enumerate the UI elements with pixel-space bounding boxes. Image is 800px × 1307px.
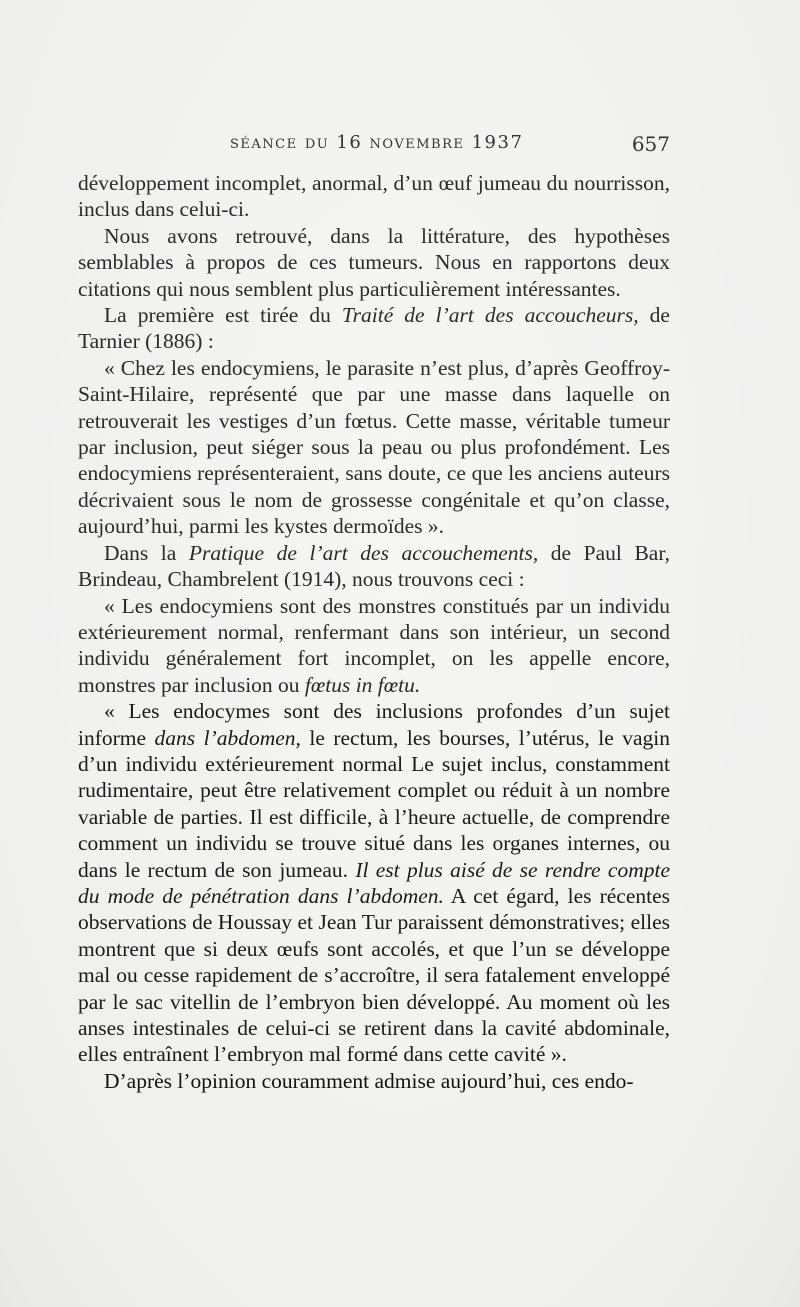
paragraph-5-text-b: de Paul Bar, Brindeau, Chambrelent (1914), nous trouvons ceci : xyxy=(78,540,671,592)
quote-bar-2-text-c: A cet égard, les récentes observations de Houssay et Jean Tur paraissent démonstratives; elles montrent que si deux œufs sont accolés, et que l’un se développe mal ou cesse rapidement de s’accroître, il sera fatalement enveloppé par le sac vitellin de l’embryon bien développé. Au moment où les anses intestinales de celui-ci se retirent dans la cavité abdominale, elles entraînent l’embryon mal formé dans cette cavité ». xyxy=(78,883,670,1067)
paragraph-1: développement incomplet, anormal, d’un œuf jumeau du nourrisson, inclus dans celui-ci. xyxy=(78,171,670,222)
paragraph-8: D’après l’opinion couramment admise aujourd’hui, ces endo- xyxy=(104,1068,634,1093)
foetus-in-foetu: fœtus in fœtu. xyxy=(304,672,421,697)
quote-tarnier: « Chez les endocymiens, le parasite n’est plus, d’après Geoffroy-Saint-Hilaire, représenté que par une masse dans laquelle on retrouverait les vestiges d’un fœtus. Cette masse, véritable tumeur par inclusion, peut siéger sous la peau ou plus profondément. Les endocymiens représenteraient, sans doute, ce que les anciens auteurs décrivaient sous le nom de grossesse congénitale et qu’on classe, aujourd’hui, parmi les kystes dermoïdes ». xyxy=(78,355,670,539)
quote-bar-1 xyxy=(78,593,670,699)
running-head: séance du 16 novembre 1937 xyxy=(230,132,524,153)
quote-bar-2-text-a: « Les endocymes sont des inclusions profondes d’un sujet informe xyxy=(78,699,670,750)
book-title-pratique: Pratique de l’art des accouchements, xyxy=(188,540,539,565)
paragraph-3-text-a: La première est tirée du xyxy=(104,303,342,328)
paragraph-5 xyxy=(78,540,670,593)
quote-bar-2-italic-2: Il est plus aisé de se rendre compte du mode de pénétration dans l’abdomen. xyxy=(78,857,670,908)
body-text xyxy=(78,170,670,1094)
page-header xyxy=(78,128,670,168)
quote-bar-2 xyxy=(78,698,670,1068)
quote-bar-1-text: « Les endocymiens sont des monstres constitués par un individu extérieurement normal, renfermant dans son intérieur, un second individu généralement fort incomplet, on les appelle encore, monstres par inclusion ou xyxy=(78,593,670,697)
paragraph-2: Nous avons retrouvé, dans la littérature, des hypothèses semblables à propos de ces tumeurs. Nous en rapportons deux citations qui nous semblent plus particulièrement intéressantes. xyxy=(78,223,670,301)
page-number: 657 xyxy=(631,132,670,156)
paragraph-5-text-a: Dans la xyxy=(104,540,189,565)
paragraph-3 xyxy=(78,302,670,355)
quote-bar-2-italic-1: dans l’abdomen, xyxy=(154,725,301,750)
quote-bar-2-text-b: le rectum, les bourses, l’utérus, le vagin d’un individu extérieurement normal Le sujet inclus, constamment rudimentaire, peut être relativement complet ou réduit à un nombre variable de parties. Il est difficile, à l’heure actuelle, de comprendre comment un individu se trouve situé dans les organes internes, ou dans le rectum de son jumeau. xyxy=(78,725,670,882)
book-title-traite: Traité de l’art des accoucheurs, xyxy=(341,303,639,328)
paragraph-3-text-b: de Tarnier (1886) : xyxy=(78,303,670,354)
